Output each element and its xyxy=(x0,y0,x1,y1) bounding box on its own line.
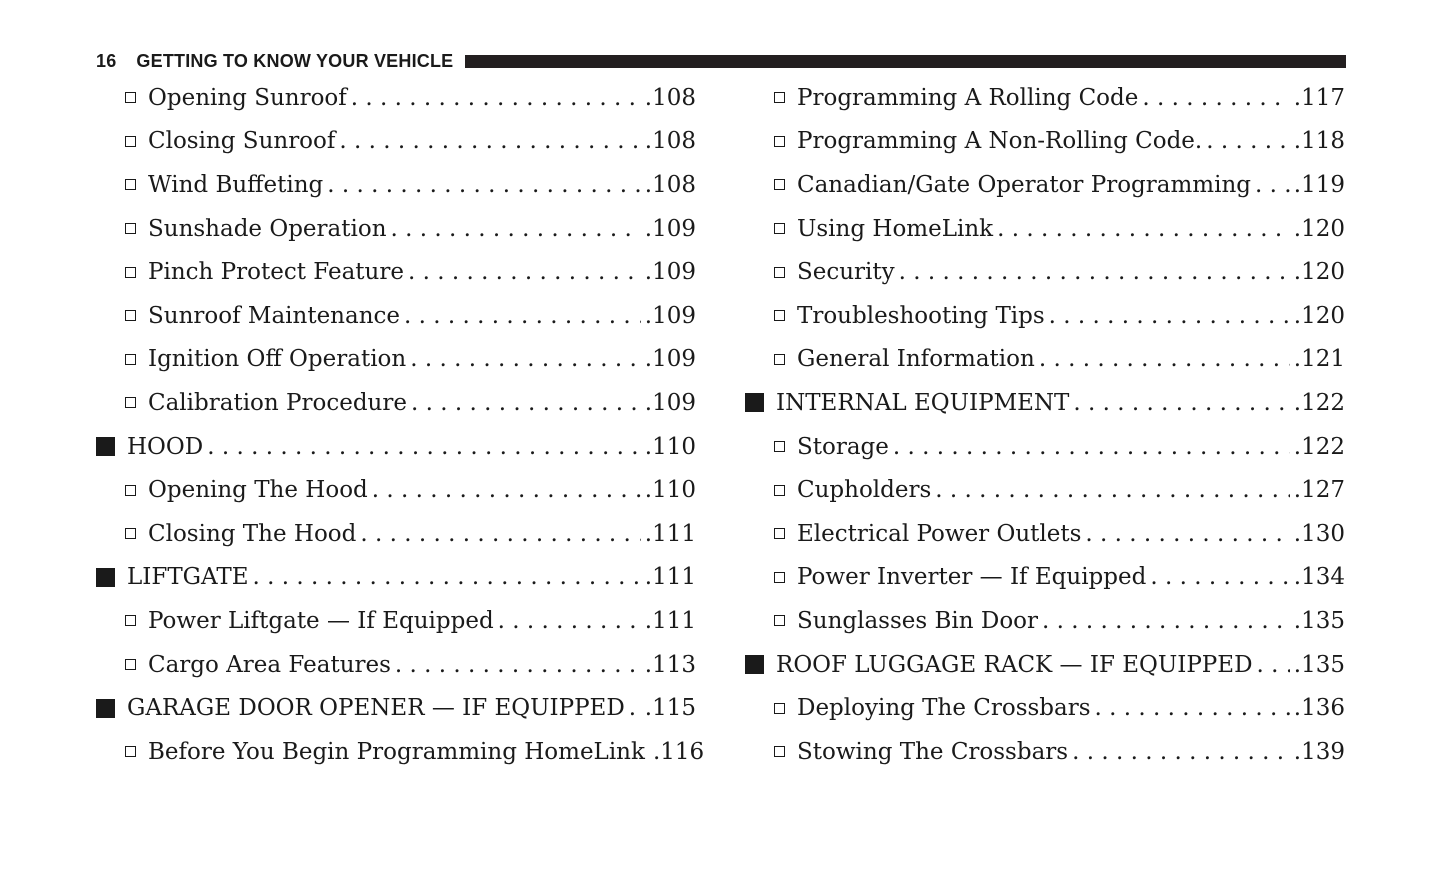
dot-leader xyxy=(997,216,1290,242)
dot-leader xyxy=(351,85,641,111)
dot-leader xyxy=(408,259,641,285)
toc-entry-page-number: . 109 xyxy=(645,303,696,329)
dot-leader xyxy=(893,434,1290,460)
toc-entry-label: Sunglasses Bin Door xyxy=(797,607,1039,634)
toc-entry-page-number: . 134 xyxy=(1294,564,1345,590)
hollow-square-bullet-icon xyxy=(774,746,785,757)
hollow-square-bullet-icon xyxy=(125,397,136,408)
toc-section-entry[interactable] xyxy=(96,425,696,469)
toc-subsection-entry[interactable] xyxy=(96,512,696,556)
toc-entry-page-number: . 122 xyxy=(1294,434,1345,460)
toc-entry-label: Opening The Hood xyxy=(148,477,368,504)
hollow-square-bullet-icon xyxy=(774,136,785,147)
filled-square-bullet-icon xyxy=(96,699,115,718)
toc-section-entry[interactable] xyxy=(745,381,1345,425)
toc-entry-page-number: . 120 xyxy=(1294,259,1345,285)
toc-entry-label: Closing Sunroof xyxy=(148,128,336,155)
filled-square-bullet-icon xyxy=(96,568,115,587)
toc-entry-label: Power Inverter — If Equipped xyxy=(797,564,1147,591)
toc-entry-page-number: . 119 xyxy=(1294,172,1345,198)
toc-entry-label: Programming A Non-Rolling Code. xyxy=(797,128,1203,155)
hollow-square-bullet-icon xyxy=(125,136,136,147)
hollow-square-bullet-icon xyxy=(774,354,785,365)
toc-entry-page-number: . 118 xyxy=(1294,128,1345,154)
hollow-square-bullet-icon xyxy=(774,485,785,496)
filled-square-bullet-icon xyxy=(745,655,764,674)
toc-subsection-entry[interactable] xyxy=(96,163,696,207)
toc-subsection-entry[interactable] xyxy=(745,425,1345,469)
toc-subsection-entry[interactable] xyxy=(745,556,1345,600)
toc-entry-label: Wind Buffeting xyxy=(148,171,324,198)
hollow-square-bullet-icon xyxy=(774,441,785,452)
toc-entry-label: Pinch Protect Feature xyxy=(148,259,404,286)
hollow-square-bullet-icon xyxy=(774,703,785,714)
dot-leader xyxy=(360,521,640,547)
dot-leader xyxy=(410,346,641,372)
dot-leader xyxy=(372,477,641,503)
dot-leader xyxy=(339,128,640,154)
toc-entry-page-number: . 120 xyxy=(1294,216,1345,242)
toc-subsection-entry[interactable] xyxy=(745,599,1345,643)
toc-subsection-entry[interactable] xyxy=(745,338,1345,382)
toc-entry-page-number: . 113 xyxy=(645,652,696,678)
toc-subsection-entry[interactable] xyxy=(96,207,696,251)
toc-entry-label: Cargo Area Features xyxy=(148,651,391,678)
toc-left-column xyxy=(96,76,705,776)
hollow-square-bullet-icon xyxy=(125,659,136,670)
hollow-square-bullet-icon xyxy=(774,267,785,278)
hollow-square-bullet-icon xyxy=(774,572,785,583)
page-number: 16 xyxy=(96,50,117,71)
toc-subsection-entry[interactable] xyxy=(96,338,696,382)
toc-entry-page-number: . 110 xyxy=(645,434,696,460)
hollow-square-bullet-icon xyxy=(774,179,785,190)
hollow-square-bullet-icon xyxy=(125,354,136,365)
toc-entry-label: Deploying The Crossbars xyxy=(797,695,1091,722)
toc-subsection-entry[interactable] xyxy=(96,120,696,164)
dot-leader xyxy=(1095,695,1290,721)
dot-leader xyxy=(1072,739,1290,765)
hollow-square-bullet-icon xyxy=(125,223,136,234)
toc-entry-page-number: . 121 xyxy=(1294,346,1345,372)
toc-entry-page-number: . 136 xyxy=(1294,695,1345,721)
toc-entry-page-number: . 111 xyxy=(645,564,696,590)
hollow-square-bullet-icon xyxy=(774,615,785,626)
dot-leader xyxy=(395,652,641,678)
toc-subsection-entry[interactable] xyxy=(96,643,696,687)
toc-entry-label: Using HomeLink xyxy=(797,215,994,242)
toc-entry-label: Canadian/Gate Operator Programming xyxy=(797,171,1251,198)
toc-section-entry[interactable] xyxy=(745,643,1345,687)
toc-entry-page-number: . 109 xyxy=(645,390,696,416)
toc-subsection-entry[interactable] xyxy=(745,207,1345,251)
dot-leader xyxy=(1206,128,1290,154)
toc-entry-page-number: . 117 xyxy=(1294,85,1345,111)
dot-leader xyxy=(404,303,641,329)
dot-leader xyxy=(391,216,641,242)
toc-entry-label: HOOD xyxy=(127,433,204,460)
filled-square-bullet-icon xyxy=(96,437,115,456)
dot-leader xyxy=(629,695,641,721)
toc-entry-page-number: . 109 xyxy=(645,259,696,285)
hollow-square-bullet-icon xyxy=(125,267,136,278)
dot-leader xyxy=(1042,608,1290,634)
dot-leader xyxy=(327,172,641,198)
page-header xyxy=(96,50,1346,72)
toc-entry-page-number: . 108 xyxy=(645,172,696,198)
toc-entry-page-number: . 111 xyxy=(645,608,696,634)
toc-entry-page-number: . 109 xyxy=(645,346,696,372)
toc-entry-label: Troubleshooting Tips xyxy=(797,302,1045,329)
toc-entry-label: INTERNAL EQUIPMENT xyxy=(776,389,1070,416)
hollow-square-bullet-icon xyxy=(125,310,136,321)
dot-leader xyxy=(1085,521,1289,547)
hollow-square-bullet-icon xyxy=(125,615,136,626)
toc-subsection-entry[interactable] xyxy=(96,468,696,512)
toc-entry-label: Programming A Rolling Code xyxy=(797,84,1139,111)
toc-entry-label: Before You Begin Programming HomeLink xyxy=(148,738,645,765)
toc-entry-label: Ignition Off Operation xyxy=(148,346,407,373)
toc-subsection-entry[interactable] xyxy=(745,730,1345,774)
toc-entry-page-number: . 111 xyxy=(645,521,696,547)
dot-leader xyxy=(1142,85,1289,111)
hollow-square-bullet-icon xyxy=(774,528,785,539)
toc-section-entry[interactable] xyxy=(96,556,696,600)
toc-entry-page-number: . 108 xyxy=(645,85,696,111)
hollow-square-bullet-icon xyxy=(125,528,136,539)
dot-leader xyxy=(1049,303,1290,329)
toc-entry-label: Sunshade Operation xyxy=(148,215,387,242)
hollow-square-bullet-icon xyxy=(774,92,785,103)
hollow-square-bullet-icon xyxy=(125,485,136,496)
dot-leader xyxy=(1039,346,1290,372)
hollow-square-bullet-icon xyxy=(774,223,785,234)
toc-entry-label: GARAGE DOOR OPENER — IF EQUIPPED xyxy=(127,695,625,722)
toc-entry-page-number: . 108 xyxy=(645,128,696,154)
toc-entry-page-number: . 120 xyxy=(1294,303,1345,329)
dot-leader xyxy=(1255,172,1290,198)
toc-entry-label: General Information xyxy=(797,346,1035,373)
toc-subsection-entry[interactable] xyxy=(745,163,1345,207)
dot-leader xyxy=(207,434,641,460)
toc-subsection-entry[interactable] xyxy=(96,76,696,120)
toc-entry-page-number: . 135 xyxy=(1294,652,1345,678)
toc-subsection-entry[interactable] xyxy=(745,250,1345,294)
dot-leader xyxy=(1257,652,1290,678)
toc-entry-label: Closing The Hood xyxy=(148,520,357,547)
hollow-square-bullet-icon xyxy=(125,92,136,103)
toc-entry-label: Sunroof Maintenance xyxy=(148,302,401,329)
toc-entry-label: Storage xyxy=(797,433,889,460)
toc-subsection-entry[interactable] xyxy=(96,250,696,294)
dot-leader xyxy=(498,608,641,634)
dot-leader xyxy=(899,259,1290,285)
toc-entry-label: Cupholders xyxy=(797,477,932,504)
toc-entry-page-number: . 122 xyxy=(1294,390,1345,416)
dot-leader xyxy=(411,390,641,416)
toc-entry-page-number: . 115 xyxy=(645,695,696,721)
dot-leader xyxy=(1150,564,1289,590)
hollow-square-bullet-icon xyxy=(125,179,136,190)
toc-subsection-entry[interactable] xyxy=(745,76,1345,120)
filled-square-bullet-icon xyxy=(745,393,764,412)
toc-subsection-entry[interactable] xyxy=(96,730,705,774)
toc-entry-page-number: . 109 xyxy=(645,216,696,242)
dot-leader xyxy=(1073,390,1289,416)
hollow-square-bullet-icon xyxy=(125,746,136,757)
toc-subsection-entry[interactable] xyxy=(745,512,1345,556)
toc-subsection-entry[interactable] xyxy=(96,381,696,425)
toc-entry-label: Opening Sunroof xyxy=(148,84,347,111)
toc-section-entry[interactable] xyxy=(96,686,696,730)
header-rule xyxy=(465,55,1346,68)
toc-entry-page-number: . 110 xyxy=(645,477,696,503)
toc-entry-label: ROOF LUGGAGE RACK — IF EQUIPPED xyxy=(776,651,1253,678)
toc-entry-label: Security xyxy=(797,259,895,286)
toc-entry-label: Stowing The Crossbars xyxy=(797,738,1069,765)
toc-subsection-entry[interactable] xyxy=(96,294,696,338)
toc-entry-page-number: . 139 xyxy=(1294,739,1345,765)
dot-leader xyxy=(253,564,641,590)
toc-subsection-entry[interactable] xyxy=(745,686,1345,730)
toc-subsection-entry[interactable] xyxy=(745,468,1345,512)
toc-entry-label: Calibration Procedure xyxy=(148,389,407,416)
chapter-title: GETTING TO KNOW YOUR VEHICLE xyxy=(136,50,454,71)
toc-subsection-entry[interactable] xyxy=(745,294,1345,338)
toc-entry-label: Power Liftgate — If Equipped xyxy=(148,607,494,634)
toc-entry-label: Electrical Power Outlets xyxy=(797,520,1082,547)
toc-right-column xyxy=(745,76,1345,776)
toc-subsection-entry[interactable] xyxy=(96,599,696,643)
hollow-square-bullet-icon xyxy=(774,310,785,321)
toc-entry-page-number: . 116 xyxy=(653,739,704,765)
toc-subsection-entry[interactable] xyxy=(745,120,1345,164)
dot-leader xyxy=(935,477,1289,503)
toc-entry-page-number: . 135 xyxy=(1294,608,1345,634)
toc-entry-page-number: . 130 xyxy=(1294,521,1345,547)
toc-entry-page-number: . 127 xyxy=(1294,477,1345,503)
toc-entry-label: LIFTGATE xyxy=(127,564,249,591)
